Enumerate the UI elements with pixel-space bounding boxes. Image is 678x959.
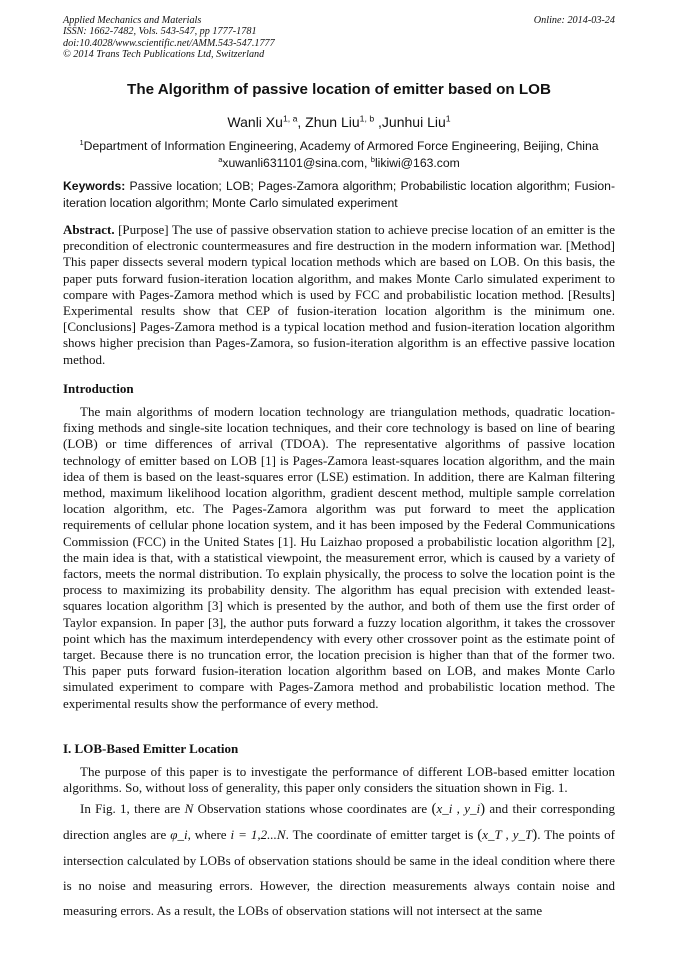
keywords-block [63,178,615,211]
author-3: ,Junhui Liu [374,114,446,130]
direction-angle: φ_i [170,827,188,843]
introduction-body [63,404,615,712]
doi-line: doi:10.4028/www.scientific.net/AMM.543-547.1777 [63,37,275,49]
email-b-sup: b [370,154,375,164]
affiliation-sup: 1 [79,137,84,147]
email-a: xuwanli631101@sina.com, [222,156,371,170]
index-range: i = 1,2...N [230,827,286,843]
station-coordinates-text: x_i , y_i [436,801,481,817]
var-N: N [184,801,194,817]
email-line [0,155,678,172]
p2-text-a: In Fig. 1, there are [80,801,185,817]
p2-text-b: Observation stations whose coordinates are [193,801,432,817]
keywords-label: Keywords: [63,179,126,193]
section1-body [63,764,615,923]
station-coordinates: (x_i , y_i) [431,801,486,818]
section1-heading: I. LOB-Based Emitter Location [63,741,239,756]
copyright-line: © 2014 Trans Tech Publications Ltd, Switzerland [63,49,265,61]
p2-text-e: . The coordinate of emitter target is [285,827,478,843]
email-b: likiwi@163.com [374,156,460,170]
paper-title: The Algorithm of passive location of emitter based on LOB [127,81,551,98]
p2-text-d: , where [187,827,231,843]
introduction-paragraph: The main algorithms of modern location technology are triangulation methods, quadratic location-fixing methods and single-site location techniques, and their core technology is based on line of bearing (LOB) or time differences of arrival (TDOA). The representative algorithms of passive location technology of emitter based on LOB [1] is Pages-Zamora least-squares location algorithm, and the main idea of them is based on the least-squares error (LSE) estimation. In addition, there are Kalman filtering method, maximum likelihood location algorithm, gradient descent method, multiple sample correlation location algorithm, etc. The Pages-Zamora algorithm was put forward to meet the application requirements of cellular phone location system, and it has been imposed by the Federal Communications Commission (FCC) in the United States [1]. Hu Laizhao proposed a probabilistic location algorithm [2], the main idea is that, with a statistical viewpoint, the measurement error, which is caused by a variety of factors, meets the normal distribution. To explain physically, the process to solve the location point is the process to maximizing its probability density. The algorithm has equal precision with extended least-squares location algorithm [3] which is presented by the author, and both of them use the first order of Taylor expansion. In paper [3], the author puts forward a fuzzy location algorithm, it takes the crossover point which has the maximum interdependency with every other crossover point as the estimate point of target. Because there is no truncation error, the location precision is higher than that of the former two. This paper puts forward fusion-iteration location algorithm based on LOB, and makes Monte Carlo simulated experiment to compare with Pages-Zamora method and probabilistic location method. The experimental results show the performance of every method. [63,404,615,711]
abstract-block [63,222,615,368]
author-2: , Zhun Liu [297,114,360,130]
target-coordinates-text: x_T , y_T [482,827,533,843]
keywords-text: Passive location; LOB; Pages-Zamora algorithm; Probabilistic location algorithm; Fusion-iteration location algorithm; Monte Carlo simulated experiment [63,179,615,210]
affiliation-text: Department of Information Engineering, Academy of Armored Force Engineering, Beijing, China [83,139,599,153]
online-date: Online: 2014-03-24 [533,15,615,26]
abstract-text: [Purpose] The use of passive observation station to achieve precise location of an emitter is the precondition of electronic countermeasures and fire destruction in the modern information war. [Method] This paper dissects several modern typical location methods which are based on LOB. On this basis, the paper puts forward fusion-iteration location algorithm, and makes Monte Carlo simulated experiment to compare with Pages-Zamora method which is used by FCC and probabilistic location method. [Results] Experimental results show that CEP of fusion-iteration location algorithm is the minimum one. [Conclusions] Pages-Zamora method is a typical location method and fusion-iteration location algorithm shows higher precision than Pages-Zamora, so fusion-iteration algorithm is an effective passive location method. [63,222,615,367]
email-a-sup: a [218,154,223,164]
author-3-sup: 1 [445,113,451,124]
author-1-sup: 1, a [282,113,298,124]
running-header [63,15,615,61]
p2-text-f: . The points of intersection calculated by LOBs of observation stations should be same in the ideal condition where there is no noise and measuring errors. However, the direction measurements always contain noise and measuring errors. As a result, the LOBs of observation stations will not intersect at the same [63,827,616,919]
section1-paragraph-1: The purpose of this paper is to investigate the performance of different LOB-based emitter location algorithms. So, without loss of generality, this paper only considers the situation shown in Fig. 1. [63,764,615,796]
issn-line: ISSN: 1662-7482, Vols. 543-547, pp 1777-1781 [63,26,257,38]
introduction-heading: Introduction [63,381,134,396]
target-coordinates: (x_T , y_T) [477,827,538,844]
p2-text-c: and their corresponding direction angles are [63,801,615,843]
abstract-label: Abstract. [63,222,115,237]
author-2-sup: 1, b [359,113,375,124]
author-1: Wanli Xu [227,114,283,130]
section1-paragraph-2 [63,796,615,923]
author-list [0,114,678,130]
journal-name: Applied Mechanics and Materials [63,15,202,26]
affiliation-block [0,138,678,172]
affiliation-line [0,138,678,155]
